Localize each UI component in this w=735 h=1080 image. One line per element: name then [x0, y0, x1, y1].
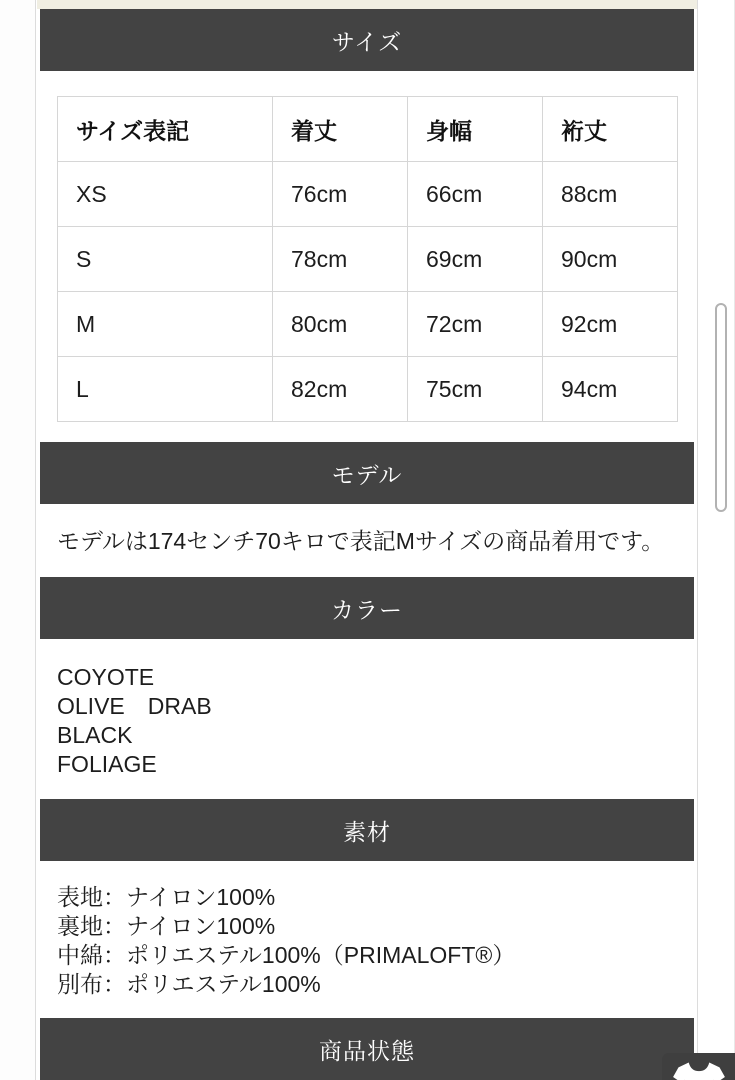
size-table-row-xs	[58, 162, 678, 227]
section-title-size: サイズ	[331, 28, 403, 55]
material-item: 表地：ナイロン100%	[57, 884, 276, 910]
fitting-fab-button[interactable]	[662, 1053, 735, 1080]
size-table	[57, 96, 678, 422]
size-table-header-cell: 身幅	[408, 97, 543, 162]
size-table-cell: 72cm	[408, 292, 543, 357]
size-table-cell: L	[58, 357, 273, 422]
model-description: モデルは174センチ70キロで表記Mサイズの商品着用です。	[57, 528, 665, 554]
size-table-row-l	[58, 357, 678, 422]
material-item: 裏地：ナイロン100%	[57, 913, 276, 939]
size-table-cell: 76cm	[273, 162, 408, 227]
size-table-cell: 69cm	[408, 227, 543, 292]
color-list	[37, 639, 697, 799]
size-table-header-cell: 着丈	[273, 97, 408, 162]
color-item: FOLIAGE	[57, 751, 157, 777]
size-table-header-row	[58, 97, 678, 162]
section-header-size	[40, 9, 694, 71]
left-gutter	[0, 0, 36, 1080]
section-title-condition: 商品状態	[319, 1037, 415, 1064]
size-table-cell: 66cm	[408, 162, 543, 227]
section-header-condition	[40, 1018, 694, 1080]
tshirt-icon	[672, 1059, 726, 1080]
scrollbar-thumb[interactable]	[715, 303, 727, 512]
size-table-cell: 75cm	[408, 357, 543, 422]
size-table-cell: 80cm	[273, 292, 408, 357]
size-table-cell: S	[58, 227, 273, 292]
section-title-material: 素材	[343, 818, 391, 845]
color-item: OLIVE DRAB	[57, 693, 212, 719]
section-title-model: モデル	[331, 461, 403, 488]
size-table-cell: 82cm	[273, 357, 408, 422]
material-item: 中綿：ポリエステル100%（PRIMALOFT®）	[57, 942, 516, 968]
scrollbar-track[interactable]	[697, 0, 735, 1080]
size-table-cell: XS	[58, 162, 273, 227]
page-top-strip	[37, 0, 697, 9]
section-header-model	[40, 442, 694, 504]
size-table-cell: 88cm	[543, 162, 678, 227]
size-table-cell: 90cm	[543, 227, 678, 292]
section-title-color: カラー	[331, 596, 403, 623]
size-table-header-cell: サイズ表記	[58, 97, 273, 162]
size-table-cell: M	[58, 292, 273, 357]
size-table-cell: 92cm	[543, 292, 678, 357]
size-table-cell: 94cm	[543, 357, 678, 422]
size-table-row-s	[58, 227, 678, 292]
size-table-header-cell: 裄丈	[543, 97, 678, 162]
material-item: 別布：ポリエステル100%	[57, 971, 321, 997]
color-item: COYOTE	[57, 664, 155, 690]
size-table-cell: 78cm	[273, 227, 408, 292]
size-table-row-m	[58, 292, 678, 357]
section-header-material	[40, 799, 694, 861]
section-header-color	[40, 577, 694, 639]
color-item: BLACK	[57, 722, 133, 748]
material-list	[37, 861, 697, 1018]
content-column	[37, 0, 697, 1080]
